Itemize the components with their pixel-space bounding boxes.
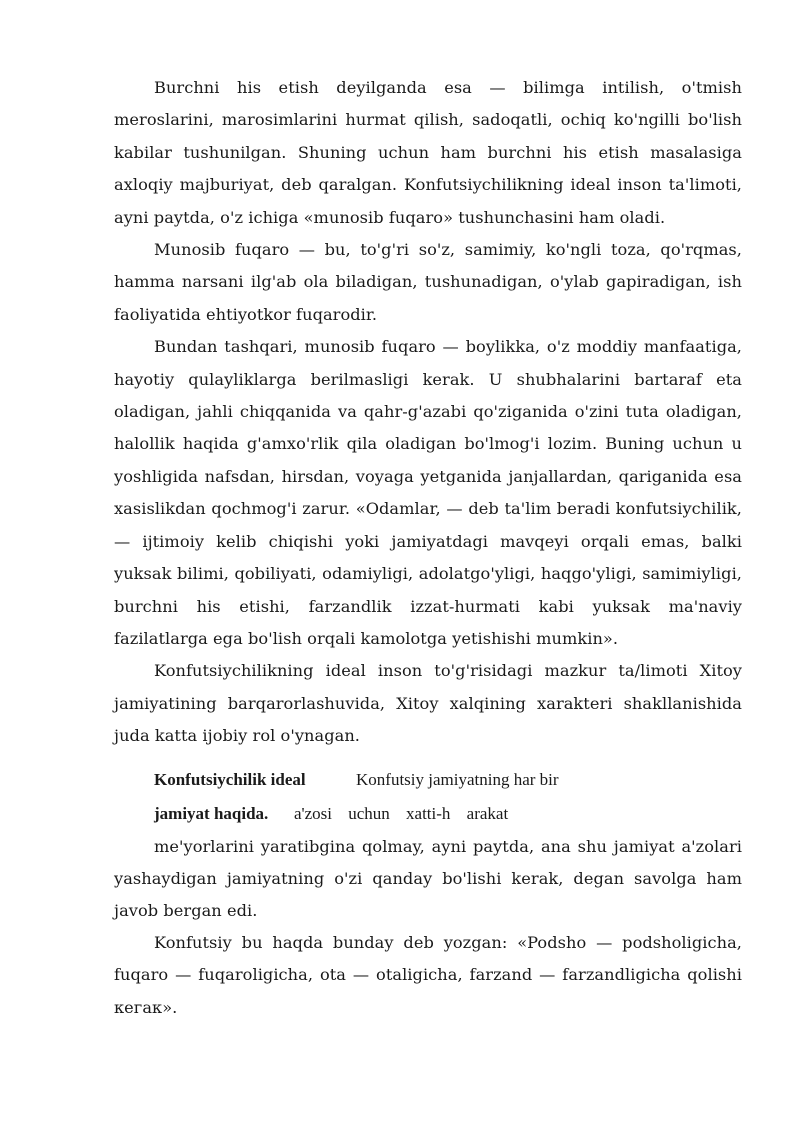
paragraph-3: Bundan tashqari, munosib fuqaro — boylikka, o'z moddiy manfaatiga, hayotiy qulayliklarga berilmasligi kerak. U shubhalarini bartaraf eta oladigan, jahli chiqqanida va qahr-g'azabi qo'ziganida o'zini tuta oladigan, halollik haqida g'amxo'rlik qila oladigan bo'lmog'i lozim. Buning uchun u yoshligida nafsdan, hirsdan, voyaga yetganida janjallardan, qariganida esa xasislikdan qochmog'i zarur. «Odamlar, — deb ta'lim beradi konfutsiychilik, — ijtimoiy kelib chiqishi yoki jamiyatdagi mavqeyi orqali emas, balki yuksak bilimi, qobiliyati, odamiyligi, adolatgo'yligi, haqgo'yligi, samimiyligi, burchni his etishi, farzandlik izzat-hurmati kabi yuksak ma'naviy fazilatlarga ega bo'lish orqali kamolotga yetishishi mumkin». bbox=[114, 337, 742, 648]
sidenote-heading-line-2: jamiyat haqida. bbox=[154, 803, 269, 823]
section-gap bbox=[114, 753, 742, 763]
paragraph-2: Munosib fuqaro — bu, to'g'ri so'z, samimiy, ko'ngli toza, qo'rqmas, hamma narsani ilg'ab ola biladigan, tushunadigan, o'ylab gapiradigan, ish faoliyatida ehtiyotkor fuqarodir. bbox=[114, 240, 742, 324]
paragraph-last: Konfutsiy bu haqda bunday deb yozgan: «Podsho — podsholigicha, fuqaro — fuqaroligicha, ota — otaligicha, farzand — farzandligicha qolishi кегак». bbox=[114, 933, 742, 1017]
paragraph-4: Konfutsiychilikning ideal inson to'g'risidagi mazkur ta/limoti Xitoy jamiyatining barqarorlashuvida, Xitoy xalqining xarakteri shakllanishida juda katta ijobiy rol o'ynagan. bbox=[114, 661, 742, 746]
sidenote-row-2 bbox=[114, 797, 742, 831]
sidenote-text-line-1: Konfutsiy jamiyatning har bir bbox=[356, 769, 559, 789]
sidenote-heading-line-1: Konfutsiychilik ideal bbox=[154, 769, 306, 789]
paragraph-1: Burchni his etish deyilganda esa — bilimga intilish, o'tmish meroslarini, marosimlarini hurmat qilish, sadoqatli, ochiq ko'ngilli bo'lish kabilar tushunilgan. Shuning uchun ham burchni his etish masalasiga axloqiy majburiyat, deb qaralgan. Konfutsiychilikning ideal inson ta'limoti, ayni paytda, o'z ichiga «munosib fuqaro» tushunchasini ham oladi. bbox=[114, 78, 742, 227]
continuation-paragraph: me'yorlarini yaratibgina qolmay, ayni paytda, ana shu jamiyat a'zolari yashaydigan jamiyatning o'zi qanday bo'lishi kerak, degan savolga ham javob bergan edi. bbox=[114, 836, 742, 920]
sidenote-row-1 bbox=[114, 763, 742, 797]
document-page bbox=[114, 72, 742, 1024]
sidenote-text-line-2: a'zosi uchun xatti-h arakat bbox=[294, 803, 509, 823]
